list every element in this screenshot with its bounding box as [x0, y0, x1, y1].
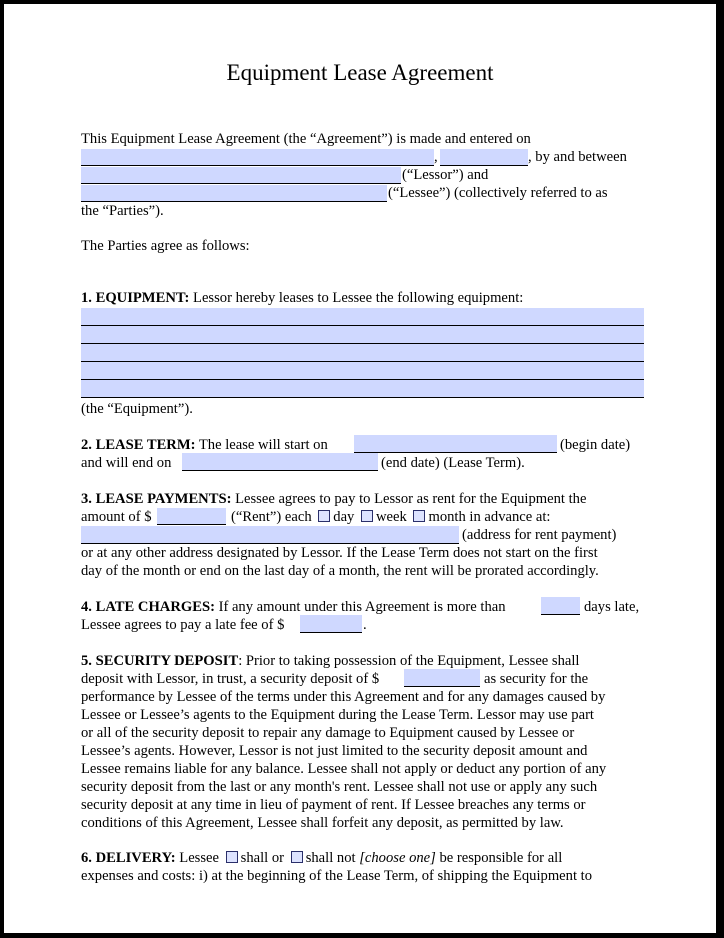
be-responsible-text: be responsible for all [439, 850, 563, 866]
section-4-text: If any amount under this Agreement is more than [214, 599, 506, 615]
section-3-heading: 3. LEASE PAYMENTS: [81, 491, 232, 507]
intro-by-and-between: , by and between [528, 149, 627, 165]
late-fee-label: Lessee agrees to pay a late fee of $ [81, 617, 285, 633]
section-1-after: (the “Equipment”). [81, 401, 193, 417]
equipment-line-1-field[interactable] [81, 308, 644, 326]
shall-not-checkbox[interactable] [291, 851, 303, 863]
section-3-line-4: or at any other address designated by Lessor. If the Lease Term does not start on the first [81, 545, 598, 561]
agreement-year-field[interactable] [440, 149, 528, 166]
section-2-heading: 2. LEASE TERM: [81, 437, 196, 453]
rent-options-line [231, 508, 550, 526]
address-label: (address for rent payment) [462, 527, 617, 543]
amount-label: amount of $ [81, 509, 152, 525]
section-2-line-1 [81, 436, 328, 454]
days-late-label: days late, [584, 599, 640, 615]
lessor-tag: (“Lessor”) and [402, 167, 489, 183]
section-2-text: The lease will start on [195, 437, 328, 453]
section-4-heading: 4. LATE CHARGES: [81, 599, 215, 615]
intro-line-1: This Equipment Lease Agreement (the “Agreement”) is made and entered on [81, 131, 531, 147]
deposit-label-2: as security for the [484, 671, 589, 687]
section-3-text: Lessee agrees to pay to Lessor as rent for the Equipment the [231, 491, 587, 507]
section-3-line-1 [81, 490, 586, 508]
begin-date-label: (begin date) [560, 437, 631, 453]
lessee-name-field[interactable] [81, 185, 387, 202]
intro-agree: The Parties agree as follows: [81, 238, 250, 254]
intro-parties: the “Parties”). [81, 203, 164, 219]
section-1-heading: 1. EQUIPMENT: [81, 290, 190, 306]
equipment-line-4-field[interactable] [81, 362, 644, 380]
deposit-label: deposit with Lessor, in trust, a security deposit of $ [81, 671, 380, 687]
security-deposit-field[interactable] [404, 669, 480, 687]
document-page [4, 4, 716, 933]
section-2-end-text: and will end on [81, 455, 172, 471]
end-date-label: (end date) (Lease Term). [381, 455, 525, 471]
shall-label: shall or [240, 850, 285, 866]
section-5-body-line: security deposit from the last or any month's rent. Lessee shall not use or apply any such [81, 779, 598, 795]
month-checkbox[interactable] [413, 510, 425, 522]
agreement-date-field[interactable] [81, 149, 434, 166]
section-1-line [81, 289, 523, 307]
section-5-body-line: Lessee’s agents. However, Lessor is not just limited to the security deposit amount and [81, 743, 588, 759]
section-1-text: Lessor hereby leases to Lessee the following equipment: [189, 290, 524, 306]
section-5-body-line: performance by Lessee of the terms under this Agreement and for any damages caused by [81, 689, 606, 705]
lessee-label: Lessee [175, 850, 219, 866]
section-5-body-line: or all of the security deposit to repair any damage to Equipment caused by Lessee or [81, 725, 575, 741]
week-label: week [376, 509, 407, 525]
days-late-field[interactable] [541, 597, 580, 615]
month-label: month in advance at: [428, 509, 551, 525]
document-title: Equipment Lease Agreement [226, 60, 494, 85]
section-6-line-1 [81, 849, 562, 867]
rent-amount-field[interactable] [157, 508, 226, 525]
choose-one-note: [choose one] [359, 850, 436, 866]
late-fee-period: . [363, 617, 367, 633]
section-5-body-line: Lessee or Lessee’s agents to the Equipment during the Lease Term. Lessor may use part [81, 707, 594, 723]
rent-label: (“Rent”) each [231, 509, 312, 525]
day-label: day [333, 509, 355, 525]
begin-date-field[interactable] [354, 435, 557, 453]
lessee-tag: (“Lessee”) (collectively referred to as [388, 185, 608, 201]
section-4-line-1 [81, 598, 506, 616]
section-5-text: : Prior to taking possession of the Equipment, Lessee shall [238, 653, 580, 669]
intro-comma: , [434, 149, 438, 165]
equipment-line-2-field[interactable] [81, 326, 644, 344]
shall-not-label: shall not [305, 850, 356, 866]
section-6-line-2: expenses and costs: i) at the beginning of the Lease Term, of shipping the Equipment to [81, 868, 592, 884]
section-5-body-line: conditions of this Agreement, Lessee shall forfeit any deposit, as permitted by law. [81, 815, 564, 831]
section-6-heading: 6. DELIVERY: [81, 850, 176, 866]
shall-checkbox[interactable] [226, 851, 238, 863]
section-5-body-line: security deposit at any time in lieu of payment of rent. If Lessee breaches any terms or [81, 797, 586, 813]
section-5-body-line: Lessee remains liable for any balance. Lessee shall not apply or deduct any portion of any [81, 761, 607, 777]
equipment-line-5-field[interactable] [81, 380, 644, 398]
late-fee-field[interactable] [300, 615, 362, 633]
week-checkbox[interactable] [361, 510, 373, 522]
lessor-name-field[interactable] [81, 167, 401, 184]
end-date-field[interactable] [182, 453, 378, 471]
payment-address-field[interactable] [81, 526, 459, 544]
day-checkbox[interactable] [318, 510, 330, 522]
equipment-line-3-field[interactable] [81, 344, 644, 362]
section-5-heading: 5. SECURITY DEPOSIT [81, 653, 239, 669]
section-5-line-1 [81, 652, 580, 670]
section-3-line-5: day of the month or end on the last day of a month, the rent will be prorated accordingly. [81, 563, 599, 579]
